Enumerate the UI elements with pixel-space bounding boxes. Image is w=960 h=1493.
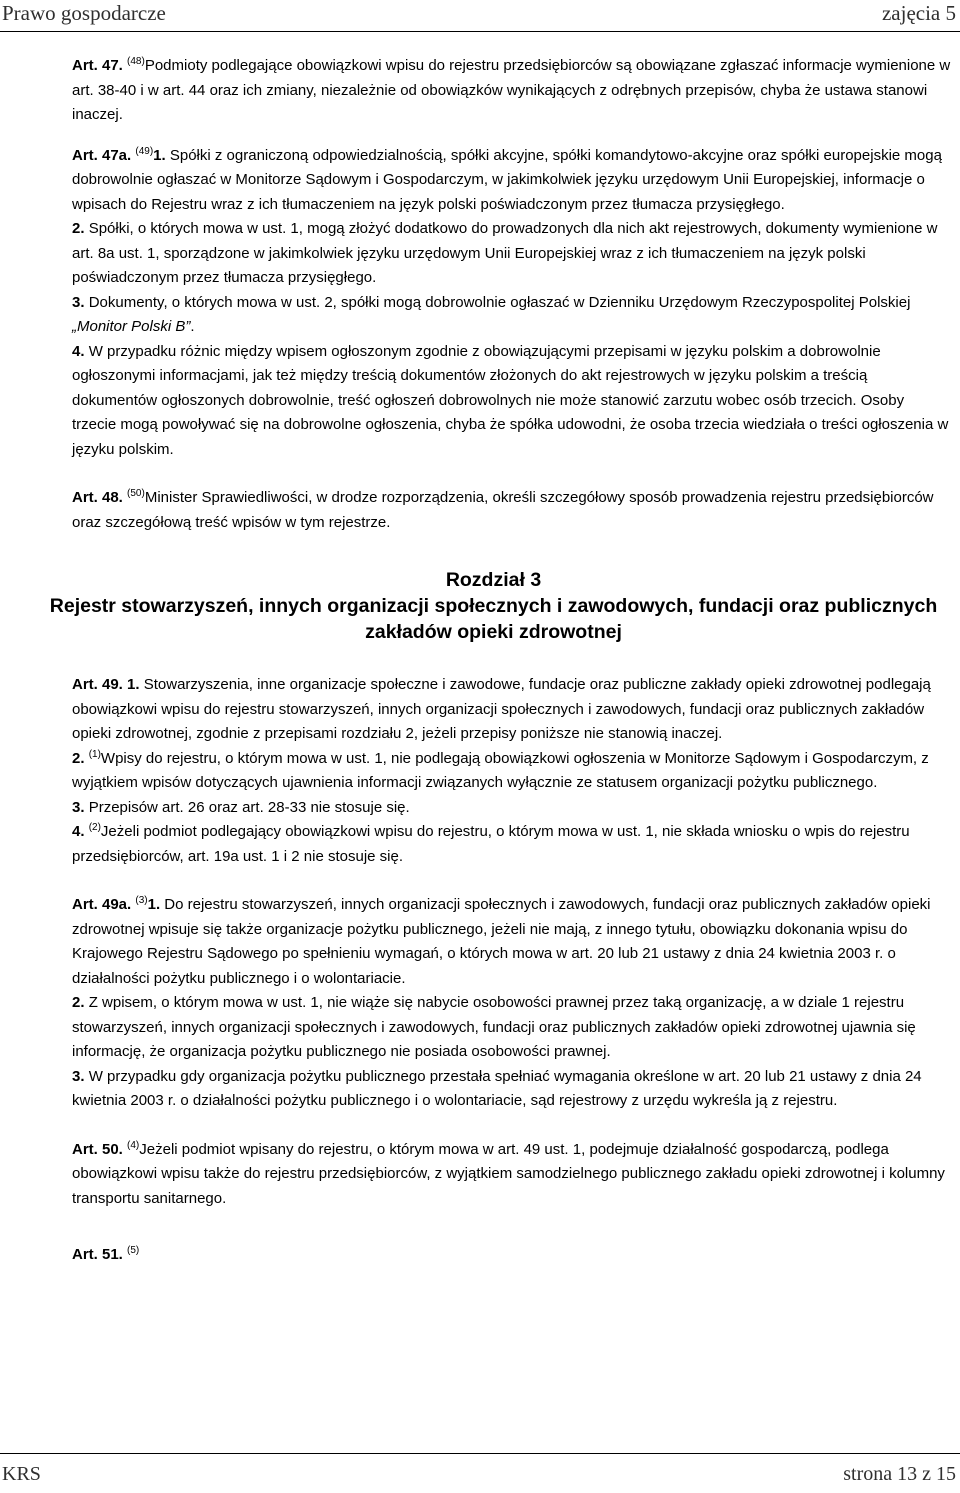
page-footer: [0, 1453, 960, 1493]
paragraph-text: Wpisy do rejestru, o którym mowa w ust. 1, nie podlegają obowiązkowi ogłoszenia w Monitorze Sądowym i Gospodarczym, z wyjątkiem wpisów dotyczących ujawnienia informacji związanych wyłącznie ze statusem organizacji pożytku publicznego.: [72, 749, 929, 791]
art-50: [35, 1138, 952, 1212]
article-label: Art. 51.: [72, 1246, 123, 1263]
article-label: Art. 47.: [72, 57, 123, 74]
art-49-par-4: [35, 820, 952, 869]
art-47a-par-3: [35, 291, 952, 340]
paragraph-number: 2.: [72, 994, 85, 1011]
paragraph-text: W przypadku różnic między wpisem ogłoszonym zgodnie z obowiązującymi przepisami w języku polskim a dobrowolnie ogłoszonymi informacjami, jak też między treścią dokumentów złożonych do akt rejestrowych w języku polskim a treścią dokumentów ogłoszonych dobrowolnie, treść ogłoszeń dobrowolnych nie może stanowić zarzutu wobec osób trzecich. Osoby trzecie mogą powoływać się na dobrowolne ogłoszenia, chyba że spółka udowodni, że osoba trzecia wiedziała o treści ogłoszenia w języku polskim.: [72, 342, 949, 458]
header-rule: [0, 31, 960, 32]
article-label: Art. 50.: [72, 1140, 123, 1158]
chapter-number: Rozdział 3: [445, 569, 542, 591]
footnote-ref: (4): [127, 1139, 140, 1151]
paragraph-text: Przepisów art. 26 oraz art. 28-33 nie stosuje się.: [88, 798, 410, 816]
paragraph-end: .: [190, 318, 195, 335]
paragraph-number: 4.: [72, 823, 85, 840]
footnote-ref: (5): [127, 1245, 140, 1256]
paragraph-number: 3.: [72, 293, 85, 311]
art-49-par-1: [35, 673, 952, 747]
footnote-ref: (50): [127, 488, 145, 499]
paragraph-text: Jeżeli podmiot podlegający obowiązkowi wpisu do rejestru, o którym mowa w ust. 1, nie składa wniosku o wpis do rejestru przedsiębiorców, art. 19a ust. 1 i 2 nie stosuje się.: [72, 823, 910, 865]
paragraph-number: 4.: [72, 342, 85, 360]
article-label: Art. 49.: [72, 676, 123, 693]
paragraph-text: Z wpisem, o którym mowa w ust. 1, nie wiąże się nabycie osobowości prawnej przez taką organizację, a w dziale 1 rejestru stowarzyszeń, innych organizacji społecznych i zawodowych, fundacji oraz publicznych zakładów opieki zdrowotnej ujawnia się informację, że organizacja pożytku publicznego nie posiada osobowości prawnej.: [72, 994, 916, 1060]
paragraph-text: Dokumenty, o których mowa w ust. 2, spółki mogą dobrowolnie ogłaszać w Dzienniku Urzędowym Rzeczypospolitej Polskiej: [88, 293, 911, 311]
art-47a-par-4: [35, 340, 952, 463]
chapter-title: Rejestr stowarzyszeń, innych organizacji społecznych i zawodowych, fundacji oraz publicznych zakładów opieki zdrowotnej: [49, 595, 938, 643]
footnote-ref: (48): [127, 56, 145, 67]
header-session: zajęcia 5: [881, 1, 956, 25]
article-text: Jeżeli podmiot wpisany do rejestru, o którym mowa w art. 49 ust. 1, podejmuje działalność gospodarczą, podlega obowiązkowi wpisu także do rejestru przedsiębiorców, z wyjątkiem samodzielnego publicznego zakładu opieki zdrowotnej i kolumny transportu sanitarnego.: [72, 1140, 945, 1207]
art-47a-par-2: [35, 217, 952, 291]
art-49a-par-3: [35, 1065, 952, 1114]
paragraph-text: Spółki, o których mowa w ust. 1, mogą złożyć dodatkowo do prowadzonych dla nich akt rejestrowych, dokumenty wymienione w art. 8a ust. 1, sporządzone w jakimkolwiek języku urzędowym Unii Europejskiej wraz z ich tłumaczeniem na język polski poświadczonym przez tłumacza przysięgłego.: [72, 220, 938, 286]
paragraph-number: 2.: [72, 749, 85, 767]
paragraph-number: 3.: [72, 1067, 85, 1085]
article-label: Art. 48.: [72, 489, 123, 506]
paragraph-text: Spółki z ograniczoną odpowiedzialnością, spółki akcyjne, spółki komandytowo-akcyjne oraz spółki europejskie mogą dobrowolnie ogłaszać w Monitorze Sądowym i Gospodarczym, w jakimkolwiek języku urzędowym Unii Europejskiej, informacje o wpisach do Rejestru wraz z ich tłumaczeniem na język polski poświadczonym przez tłumacza przysięgłego.: [72, 146, 942, 213]
art-49-par-2: [35, 747, 952, 796]
art-49a-par-1: [35, 893, 952, 991]
art-49-par-3: [35, 796, 952, 821]
article-label: Art. 49a.: [72, 896, 132, 913]
footer-rule: [0, 1453, 960, 1454]
document-body: [35, 54, 952, 1268]
art-47a-par-1: [35, 144, 952, 218]
page-header: [0, 0, 960, 34]
article-text: Podmioty podlegające obowiązkowi wpisu do rejestru przedsiębiorców są obowiązane zgłaszać informacje wymienione w art. 38-40 i w art. 44 oraz ich zmiany, niezależnie od obowiązków wynikających z odrębnych przepisów, chyba że ustawa stanowi inaczej.: [72, 57, 951, 123]
paragraph-number: 2.: [72, 220, 85, 237]
footnote-ref: (1): [88, 748, 101, 760]
paragraph-number: 1.: [153, 146, 166, 164]
art-51: [35, 1243, 952, 1268]
footnote-ref: (49): [135, 145, 154, 157]
journal-title: „Monitor Polski B”: [72, 318, 191, 335]
header-title: Prawo gospodarcze: [2, 1, 166, 25]
page-number: strona 13 z 15: [843, 1463, 956, 1485]
paragraph-text: W przypadku gdy organizacja pożytku publicznego przestała spełniać wymagania określone w art. 20 lub 21 ustawy z dnia 24 kwietnia 2003 r. o działalności pożytku publicznego i o wolontariacie, sąd rejestrowy z urzędu wykreśla ją z rejestru.: [72, 1067, 922, 1109]
footer-act-name: KRS: [2, 1463, 41, 1485]
paragraph-number: 3.: [72, 798, 85, 816]
art-47: [35, 54, 952, 128]
article-label: Art. 47a.: [72, 146, 132, 164]
art-48: [35, 486, 952, 535]
footnote-ref: (2): [88, 822, 101, 833]
paragraph-text: Stowarzyszenia, inne organizacje społeczne i zawodowe, fundacje oraz publiczne zakłady opieki zdrowotnej podlegają obowiązkowi wpisu do rejestru stowarzyszeń, innych organizacji społecznych i zawodowych, fundacji oraz publicznych zakładów opieki zdrowotnej, zgodnie z przepisami rozdziału 2, jeżeli przepisy poniższe nie stanowią inaczej.: [72, 676, 931, 742]
footnote-ref: (3): [135, 895, 148, 906]
paragraph-number: 1.: [127, 676, 140, 693]
paragraph-number: 1.: [147, 896, 161, 913]
paragraph-text: Do rejestru stowarzyszeń, innych organizacji społecznych i zawodowych, fundacji oraz publicznych zakładów opieki zdrowotnej wpisuje się także organizacje pożytku publicznego, jeżeli nie mają, z innego tytułu, obowiązku dokonania wpisu do Krajowego Rejestru Sądowego po spełnieniu wymagań, o których mowa w art. 20 lub 21 ustawy z dnia 24 kwietnia 2003 r. o działalności pożytku publicznego i o wolontariacie.: [72, 896, 931, 987]
art-49a-par-2: [35, 991, 952, 1065]
article-text: Minister Sprawiedliwości, w drodze rozporządzenia, określi szczegółowy sposób prowadzenia rejestru przedsiębiorców oraz szczegółową treść wpisów w tym rejestrze.: [72, 489, 934, 531]
